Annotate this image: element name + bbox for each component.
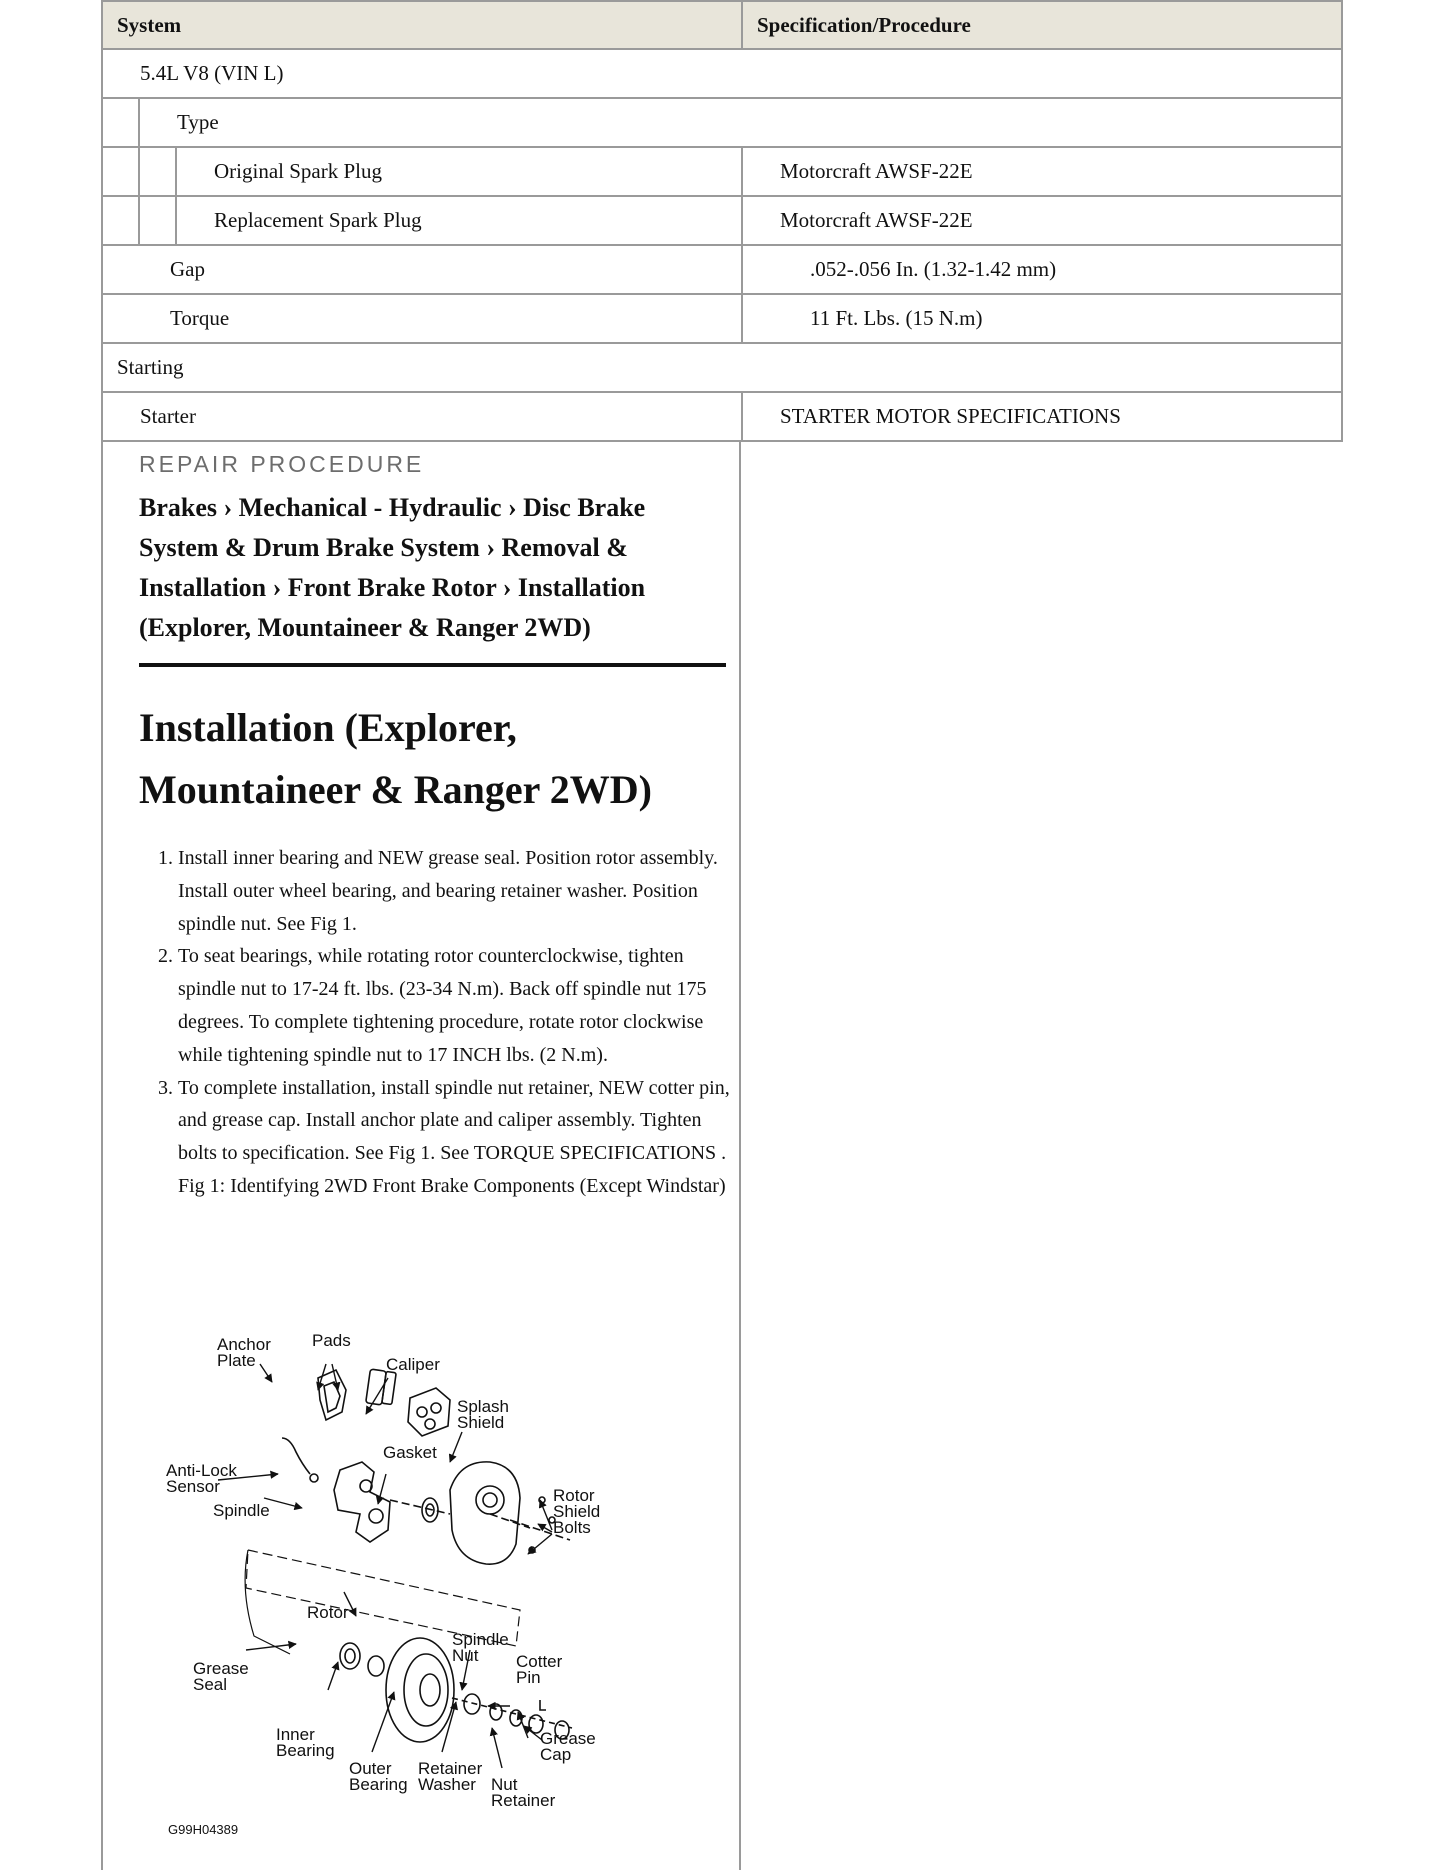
- table-row: [101, 197, 1343, 246]
- page-title: Installation (Explorer, Mountaineer & Ranger 2WD): [139, 705, 652, 812]
- spindle-shape: [334, 1462, 390, 1542]
- indent-cell: [103, 99, 140, 146]
- svg-text:Shield: Shield: [553, 1502, 601, 1521]
- procedure-eyebrow: REPAIR PROCEDURE: [139, 451, 425, 477]
- label-rotor-shield-bolts: Rotor: [553, 1486, 595, 1505]
- table-row: [101, 148, 1343, 197]
- breadcrumb: Brakes › Mechanical - Hydraulic › Disc Brake System & Drum Brake System › Removal & Installation › Front Brake Rotor › Installation (Explorer, Mountaineer & Ranger 2WD): [139, 493, 646, 642]
- indent-cell: [140, 148, 177, 195]
- breadcrumb-divider: [139, 663, 726, 667]
- label-gasket: Gasket: [383, 1443, 437, 1462]
- header-system: System: [117, 12, 182, 37]
- label-nut-retainer: Nut: [491, 1775, 518, 1794]
- label-rotor: Rotor: [307, 1603, 349, 1622]
- table-row: [101, 393, 1343, 442]
- step-text: To complete installation, install spindle nut retainer, NEW cotter pin, and grease cap. Install anchor plate and caliper assembly. Tighten bolts to specification. See Fig 1. See TORQUE SPECIFICATIONS .: [178, 1076, 730, 1165]
- label-retainer-washer: Retainer: [418, 1759, 483, 1778]
- outer-bearing-shape: [464, 1694, 480, 1714]
- row-system: Gap: [170, 257, 205, 281]
- step-item: [178, 1072, 739, 1203]
- row-system: 5.4L V8 (VIN L): [140, 61, 284, 85]
- row-spec: Motorcraft AWSF-22E: [741, 197, 1341, 244]
- label-pads: Pads: [312, 1331, 351, 1350]
- label-grease-cap: Grease: [540, 1729, 596, 1748]
- svg-text:Bearing: Bearing: [349, 1775, 408, 1794]
- svg-text:Sensor: Sensor: [166, 1477, 220, 1496]
- label-cotter-pin: Cotter: [516, 1652, 563, 1671]
- anti-lock-sensor-shape: [282, 1438, 310, 1474]
- row-system: Starting: [117, 355, 184, 379]
- svg-text:Nut: Nut: [452, 1646, 479, 1665]
- row-system: Torque: [170, 306, 230, 330]
- svg-text:Bearing: Bearing: [276, 1741, 335, 1760]
- label-anti-lock-sensor: Anti-Lock: [166, 1461, 237, 1480]
- figure-labels: [166, 1331, 600, 1837]
- svg-text:Cap: Cap: [540, 1745, 572, 1764]
- svg-text:Washer: Washer: [418, 1775, 476, 1794]
- step-item: 1. Install inner bearing and NEW grease seal. Position rotor assembly. Install outer wheel bearing, and bearing retainer washer. Position spindle nut. See Fig 1.: [178, 842, 739, 940]
- row-system: Starter: [140, 404, 196, 428]
- svg-text:Plate: Plate: [217, 1351, 256, 1370]
- row-spec[interactable]: STARTER MOTOR SPECIFICATIONS: [741, 393, 1341, 440]
- svg-text:Shield: Shield: [457, 1413, 505, 1432]
- svg-text:Retainer: Retainer: [491, 1791, 556, 1810]
- inner-bearing-shape: [368, 1656, 384, 1676]
- header-spec: Specification/Procedure: [741, 2, 1341, 48]
- table-row: [101, 50, 1343, 99]
- indent-cell: [103, 148, 140, 195]
- label-spindle: Spindle: [213, 1501, 270, 1520]
- table-row: [101, 99, 1343, 148]
- label-anchor-plate: Anchor: [217, 1335, 271, 1354]
- svg-text:Seal: Seal: [193, 1675, 228, 1694]
- row-system: Replacement Spark Plug: [214, 208, 422, 232]
- label-grease-seal: Grease: [193, 1659, 249, 1678]
- figure-caption: Fig 1: Identifying 2WD Front Brake Components (Except Windstar): [178, 1174, 726, 1197]
- table-header-row: [101, 0, 1343, 50]
- label-caliper: Caliper: [386, 1355, 440, 1374]
- table-row: [101, 295, 1343, 344]
- brake-components-figure: [166, 1320, 730, 1840]
- row-system: Original Spark Plug: [214, 159, 382, 183]
- row-system: Type: [177, 110, 219, 134]
- row-spec: Motorcraft AWSF-22E: [741, 148, 1341, 195]
- table-row: [101, 246, 1343, 295]
- label-splash-shield: Splash: [457, 1397, 509, 1416]
- row-spec: .052-.056 In. (1.32-1.42 mm): [741, 246, 1341, 293]
- procedure-steps: [139, 842, 739, 1203]
- grease-seal-shape: [340, 1643, 360, 1669]
- figure-code: G99H04389: [168, 1822, 239, 1837]
- label-spindle-nut: Spindle: [452, 1630, 509, 1649]
- svg-text:Bolts: Bolts: [553, 1518, 591, 1537]
- indent-cell: [103, 197, 140, 244]
- step-item: 2. To seat bearings, while rotating rotor counterclockwise, tighten spindle nut to 17-24 ft. lbs. (23-34 N.m). Back off spindle nut 175 degrees. To complete tightening procedure, rotate rotor clockwise while tightening spindle nut to 17 INCH lbs. (2 N.m).: [178, 940, 739, 1071]
- row-spec: 11 Ft. Lbs. (15 N.m): [741, 295, 1341, 342]
- label-inner-bearing: Inner: [276, 1725, 315, 1744]
- label-outer-bearing: Outer: [349, 1759, 392, 1778]
- cotter-pin-shape: [540, 1700, 546, 1710]
- svg-text:Pin: Pin: [516, 1668, 541, 1687]
- table-row: [101, 344, 1343, 393]
- indent-cell: [140, 197, 177, 244]
